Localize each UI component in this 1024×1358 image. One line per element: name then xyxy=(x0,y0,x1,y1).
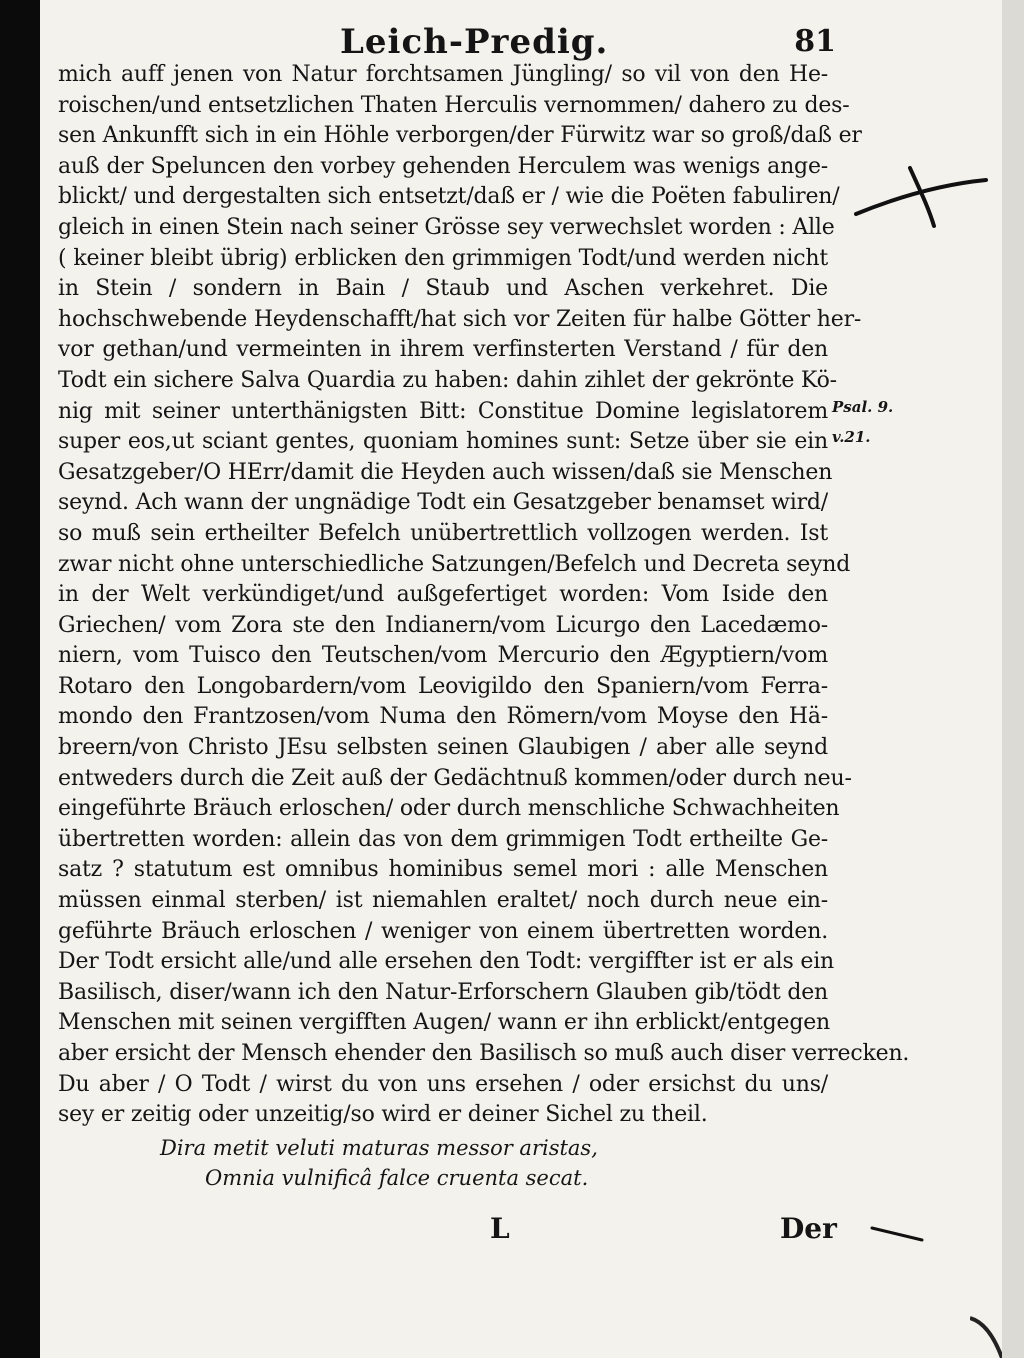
text-line: auß der Speluncen den vorbey gehenden Herculem was wenigs ange- xyxy=(58,153,828,179)
text-line: sen Ankunfft sich in ein Höhle verborgen/der Fürwitz war so groß/daß er xyxy=(58,123,862,149)
text-line: entweders durch die Zeit auß der Gedächtnuß kommen/oder durch neu- xyxy=(58,765,852,791)
text-line: niern, vom Tuisco den Teutschen/vom Mercurio den Ægyptiern/vom xyxy=(58,643,828,669)
signature-mark: L xyxy=(490,1212,510,1245)
text-line: roischen/und entsetzlichen Thaten Herculis vernommen/ dahero zu des- xyxy=(58,92,850,118)
text-line: Todt ein sichere Salva Quardia zu haben: dahin zihlet der gekrönte Kö- xyxy=(58,367,837,393)
text-line: eingeführte Bräuch erloschen/ oder durch menschliche Schwachheiten xyxy=(58,796,840,822)
text-line: in der Welt verkündiget/und außgefertiget worden: Vom Iside den xyxy=(58,582,828,608)
text-line: gleich in einen Stein nach seiner Grösse sey verwechslet worden : Alle xyxy=(58,214,835,240)
text-line: mondo den Frantzosen/vom Numa den Römern/vom Moyse den Hä- xyxy=(58,704,828,730)
page-corner-shadow xyxy=(970,1312,1002,1358)
text-line: Du aber / O Todt / wirst du von uns ersehen / oder ersichst du uns/ xyxy=(58,1071,828,1097)
pen-cross-mark xyxy=(850,162,990,232)
text-line: geführte Bräuch erloschen / weniger von einem übertretten worden. xyxy=(58,918,828,944)
text-line: seynd. Ach wann der ungnädige Todt ein Gesatzgeber benamset wird/ xyxy=(58,490,828,516)
text-line: mich auff jenen von Natur forchtsamen Jüngling/ so vil von den He- xyxy=(58,62,828,87)
text-line: Griechen/ vom Zora ste den Indianern/vom Licurgo den Lacedæmo- xyxy=(58,612,828,638)
text-line: Menschen mit seinen vergifften Augen/ wann er ihn erblickt/entgegen xyxy=(58,1010,831,1036)
text-line: so muß sein ertheilter Befelch unübertrettlich vollzogen werden. Ist xyxy=(58,520,828,546)
text-line: nig mit seiner unterthänigsten Bitt: Constitue Domine legislatorem xyxy=(58,398,828,424)
text-line: Rotaro den Longobardern/vom Leovigildo den Spaniern/vom Ferra- xyxy=(58,673,828,699)
verse-line-2: Omnia vulnificâ falce cruenta secat. xyxy=(205,1166,589,1190)
catchword: Der xyxy=(780,1212,837,1245)
page-number: 81 xyxy=(794,24,836,59)
text-line: übertretten worden: allein das von dem grimmigen Todt ertheilte Ge- xyxy=(58,826,828,852)
margin-note-verse: v.21. xyxy=(832,428,871,446)
scan-right-margin xyxy=(1002,0,1024,1358)
text-line: breern/von Christo JEsu selbsten seinen Glaubigen / aber alle seynd xyxy=(58,735,828,761)
text-line: ( keiner bleibt übrig) erblicken den grimmigen Todt/und werden nicht xyxy=(58,245,828,271)
text-line: Der Todt ersicht alle/und alle ersehen den Todt: vergiffter ist er als ein xyxy=(58,949,835,975)
text-line: sey er zeitig oder unzeitig/so wird er deiner Sichel zu theil. xyxy=(58,1102,708,1128)
text-line: Basilisch, diser/wann ich den Natur-Erforschern Glauben gib/tödt den xyxy=(58,979,828,1005)
text-line: vor gethan/und vermeinten in ihrem verfinsterten Verstand / für den xyxy=(58,337,828,363)
text-line: Gesatzgeber/O HErr/damit die Heyden auch wissen/daß sie Menschen xyxy=(58,459,833,485)
pen-dash-mark xyxy=(868,1218,928,1248)
text-line: zwar nicht ohne unterschiedliche Satzungen/Befelch und Decreta seynd xyxy=(58,551,851,577)
verse-line-1: Dira metit veluti maturas messor aristas, xyxy=(160,1136,598,1160)
text-line: müssen einmal sterben/ ist niemahlen eraltet/ noch durch neue ein- xyxy=(58,888,828,914)
margin-note-psalm: Psal. 9. xyxy=(832,398,894,416)
text-line: satz ? statutum est omnibus hominibus semel mori : alle Menschen xyxy=(58,857,828,883)
text-line: blickt/ und dergestalten sich entsetzt/daß er / wie die Poëten fabuliren/ xyxy=(58,184,840,210)
text-line: hochschwebende Heydenschafft/hat sich vor Zeiten für halbe Götter her- xyxy=(58,306,862,332)
scan-left-border xyxy=(0,0,40,1358)
running-head: Leich-Predig. xyxy=(340,22,609,62)
text-line: in Stein / sondern in Bain / Staub und Aschen verkehret. Die xyxy=(58,276,828,302)
text-line: super eos,ut sciant gentes, quoniam homines sunt: Setze über sie ein xyxy=(58,429,828,455)
text-line: aber ersicht der Mensch ehender den Basilisch so muß auch diser verrecken. xyxy=(58,1041,910,1066)
